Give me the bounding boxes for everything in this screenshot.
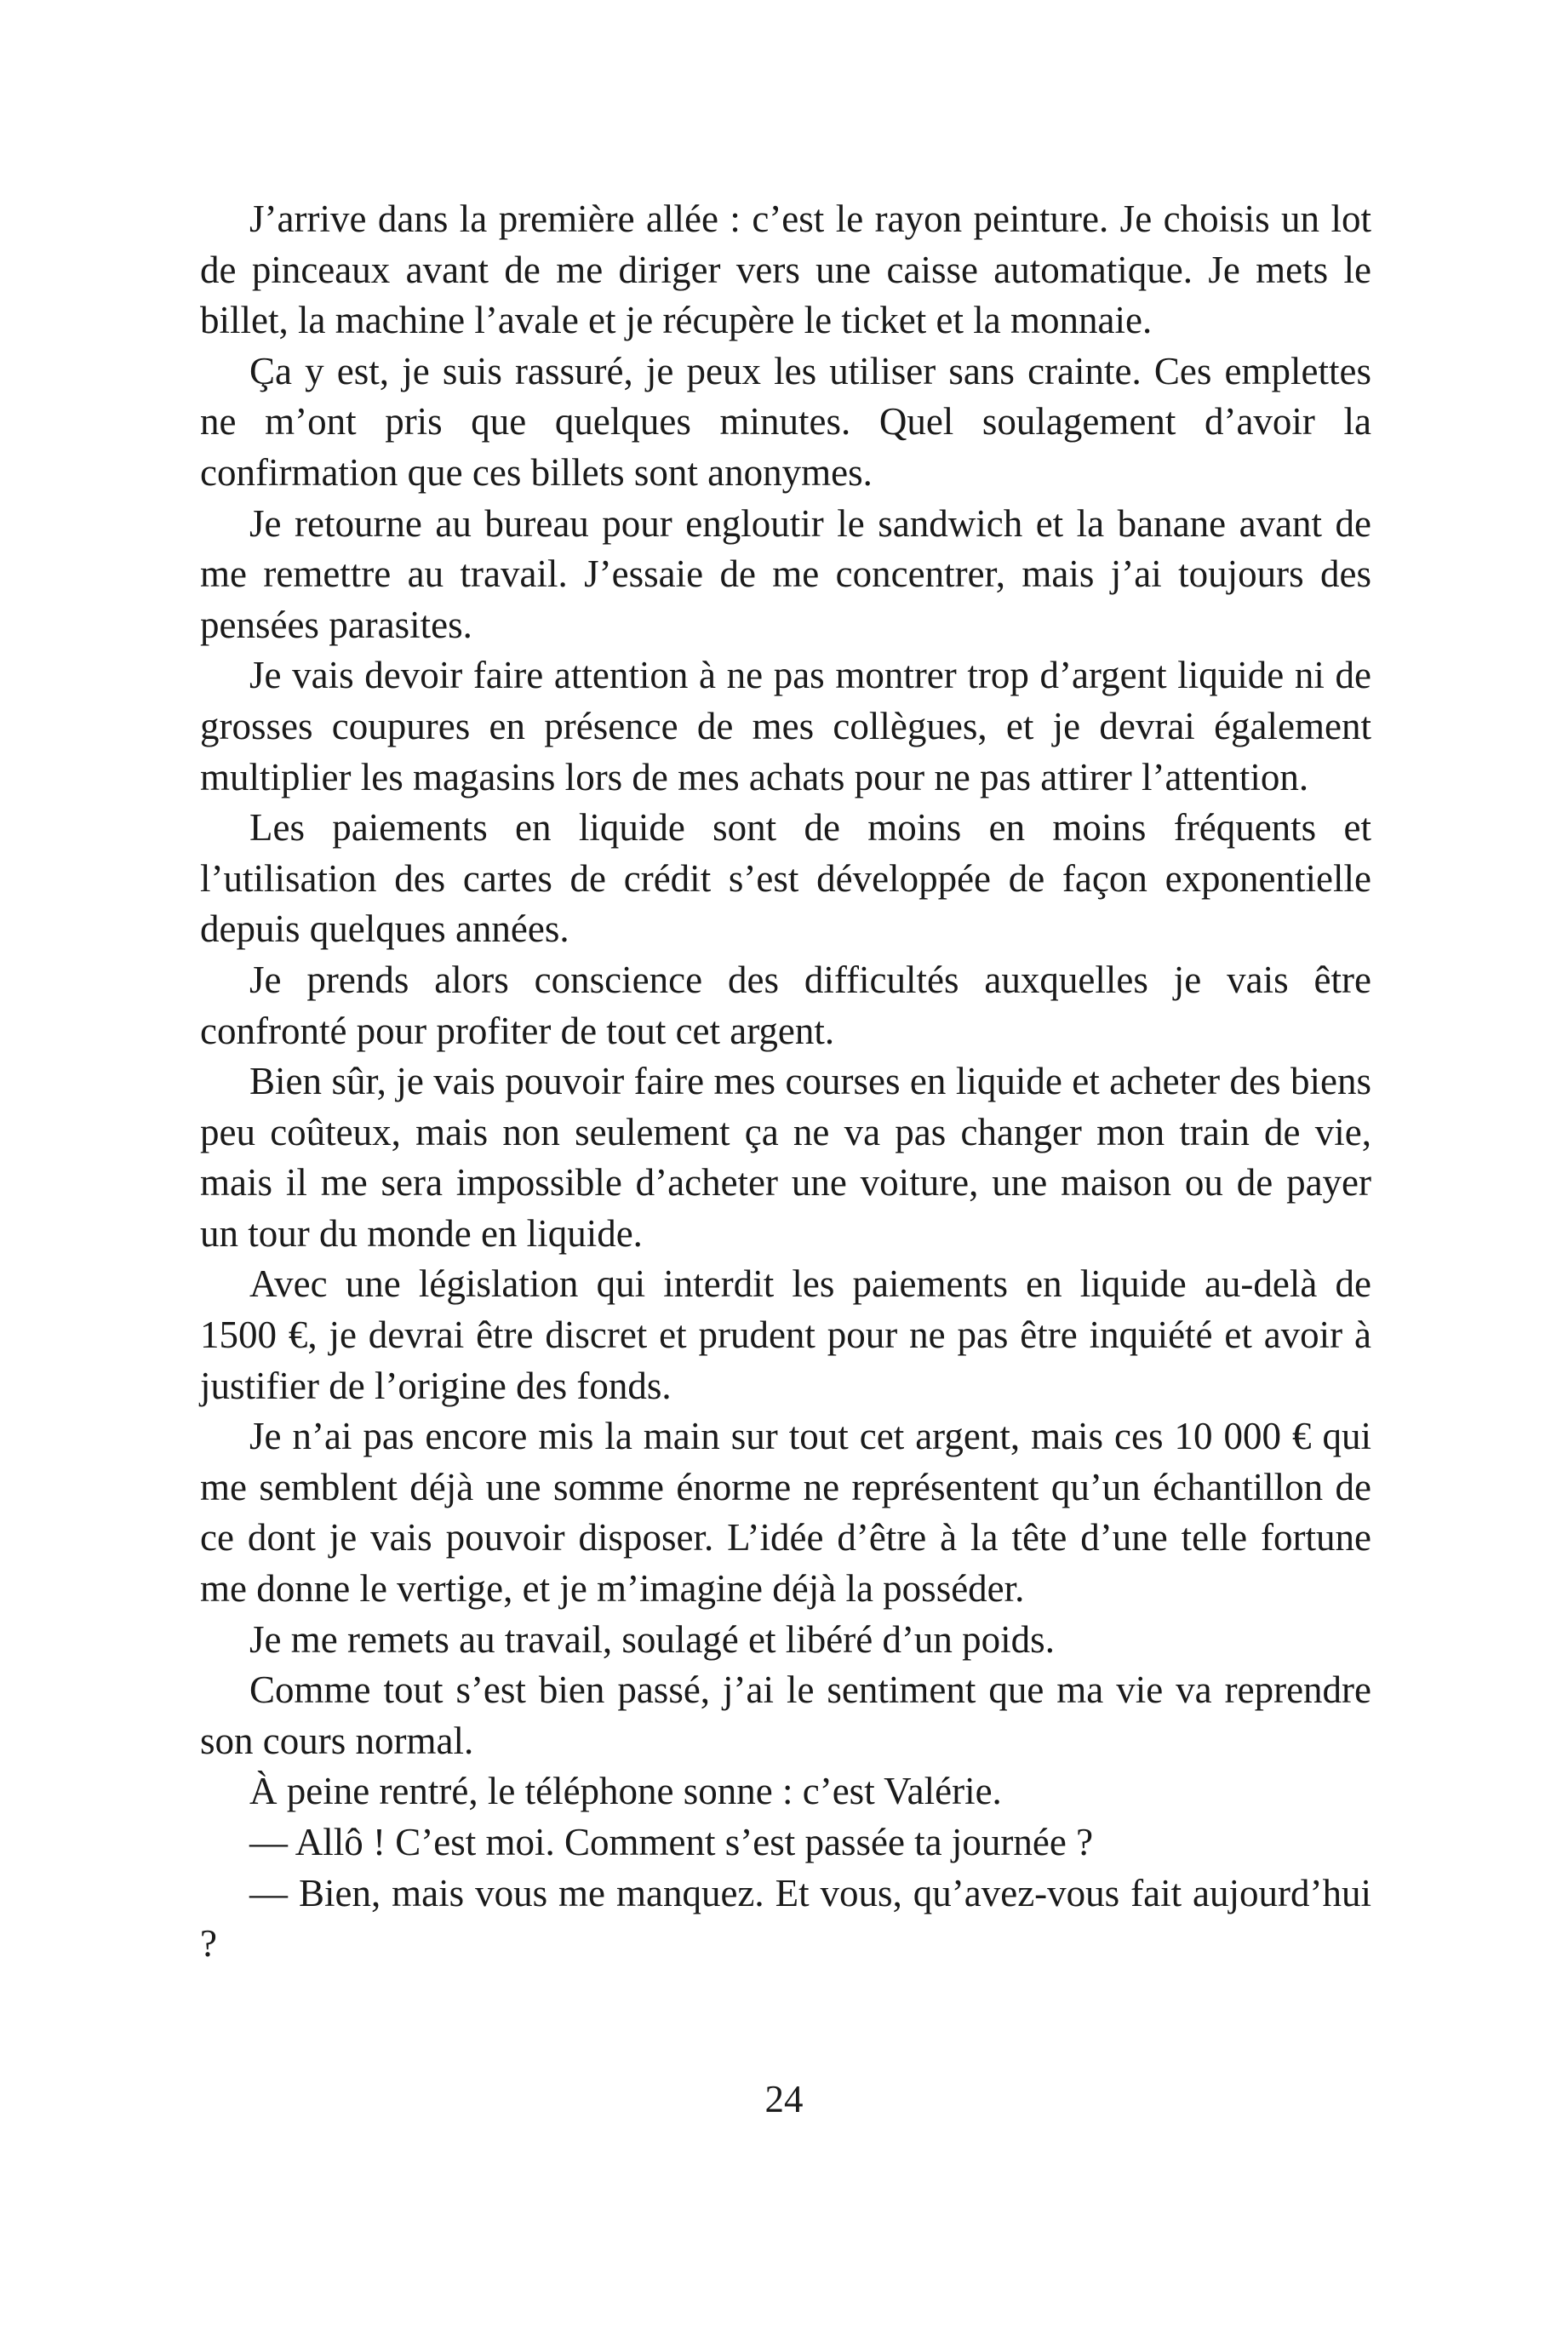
page-number: 24 <box>764 2078 804 2120</box>
paragraph: Ça y est, je suis rassuré, je peux les utiliser sans crainte. Ces emplettes ne m’ont pris que quelques minutes. Quel soulagement d’avoir la confirmation que ces billets sont anonymes. <box>200 349 1371 494</box>
paragraph: Bien sûr, je vais pouvoir faire mes courses en liquide et acheter des biens peu coûteux, mais non seulement ça ne va pas changer mon train de vie, mais il me sera impossible d’acheter une voiture, une maison ou de payer un tour du monde en liquide. <box>200 1060 1371 1255</box>
dialogue-line: — Allô ! C’est moi. Comment s’est passée ta journée ? <box>249 1821 1094 1863</box>
body-text <box>200 194 1371 1970</box>
paragraph: Je me remets au travail, soulagé et libéré d’un poids. <box>249 1617 1055 1661</box>
paragraph: Je prends alors conscience des difficultés auxquelles je vais être confronté pour profiter de tout cet argent. <box>200 958 1371 1052</box>
dialogue-line: — Bien, mais vous me manquez. Et vous, qu’avez-vous fait aujourd’hui ? <box>200 1871 1371 1966</box>
paragraph: Je vais devoir faire attention à ne pas montrer trop d’argent liquide ni de grosses coupures en présence de mes collègues, et je devrai également multiplier les magasins lors de mes achats pour ne pas attirer l’attention. <box>200 654 1371 798</box>
paragraph: Comme tout s’est bien passé, j’ai le sentiment que ma vie va reprendre son cours normal. <box>200 1668 1371 1762</box>
paragraph: À peine rentré, le téléphone sonne : c’est Valérie. <box>249 1770 1002 1813</box>
paragraph: Je retourne au bureau pour engloutir le sandwich et la banane avant de me remettre au travail. J’essaie de me concentrer, mais j’ai toujours des pensées parasites. <box>200 501 1371 646</box>
paragraph: Je n’ai pas encore mis la main sur tout cet argent, mais ces 10 000 € qui me semblent déjà une somme énorme ne représentent qu’un échantillon de ce dont je vais pouvoir disposer. L’idée d’être à la tête d’une telle fortune me donne le vertige, et je m’imagine déjà la posséder. <box>200 1415 1371 1611</box>
paragraph: Avec une législation qui interdit les paiements en liquide au-delà de 1500 €, je devrai être discret et prudent pour ne pas être inquiété et avoir à justifier de l’origine des fonds. <box>200 1262 1371 1407</box>
paragraph: J’arrive dans la première allée : c’est le rayon peinture. Je choisis un lot de pinceaux avant de me diriger vers une caisse automatique. Je mets le billet, la machine l’avale et je récupère le ticket et la monnaie. <box>200 197 1371 342</box>
paragraph: Les paiements en liquide sont de moins en moins fréquents et l’utilisation des cartes de crédit s’est développée de façon exponentielle depuis quelques années. <box>200 806 1371 951</box>
